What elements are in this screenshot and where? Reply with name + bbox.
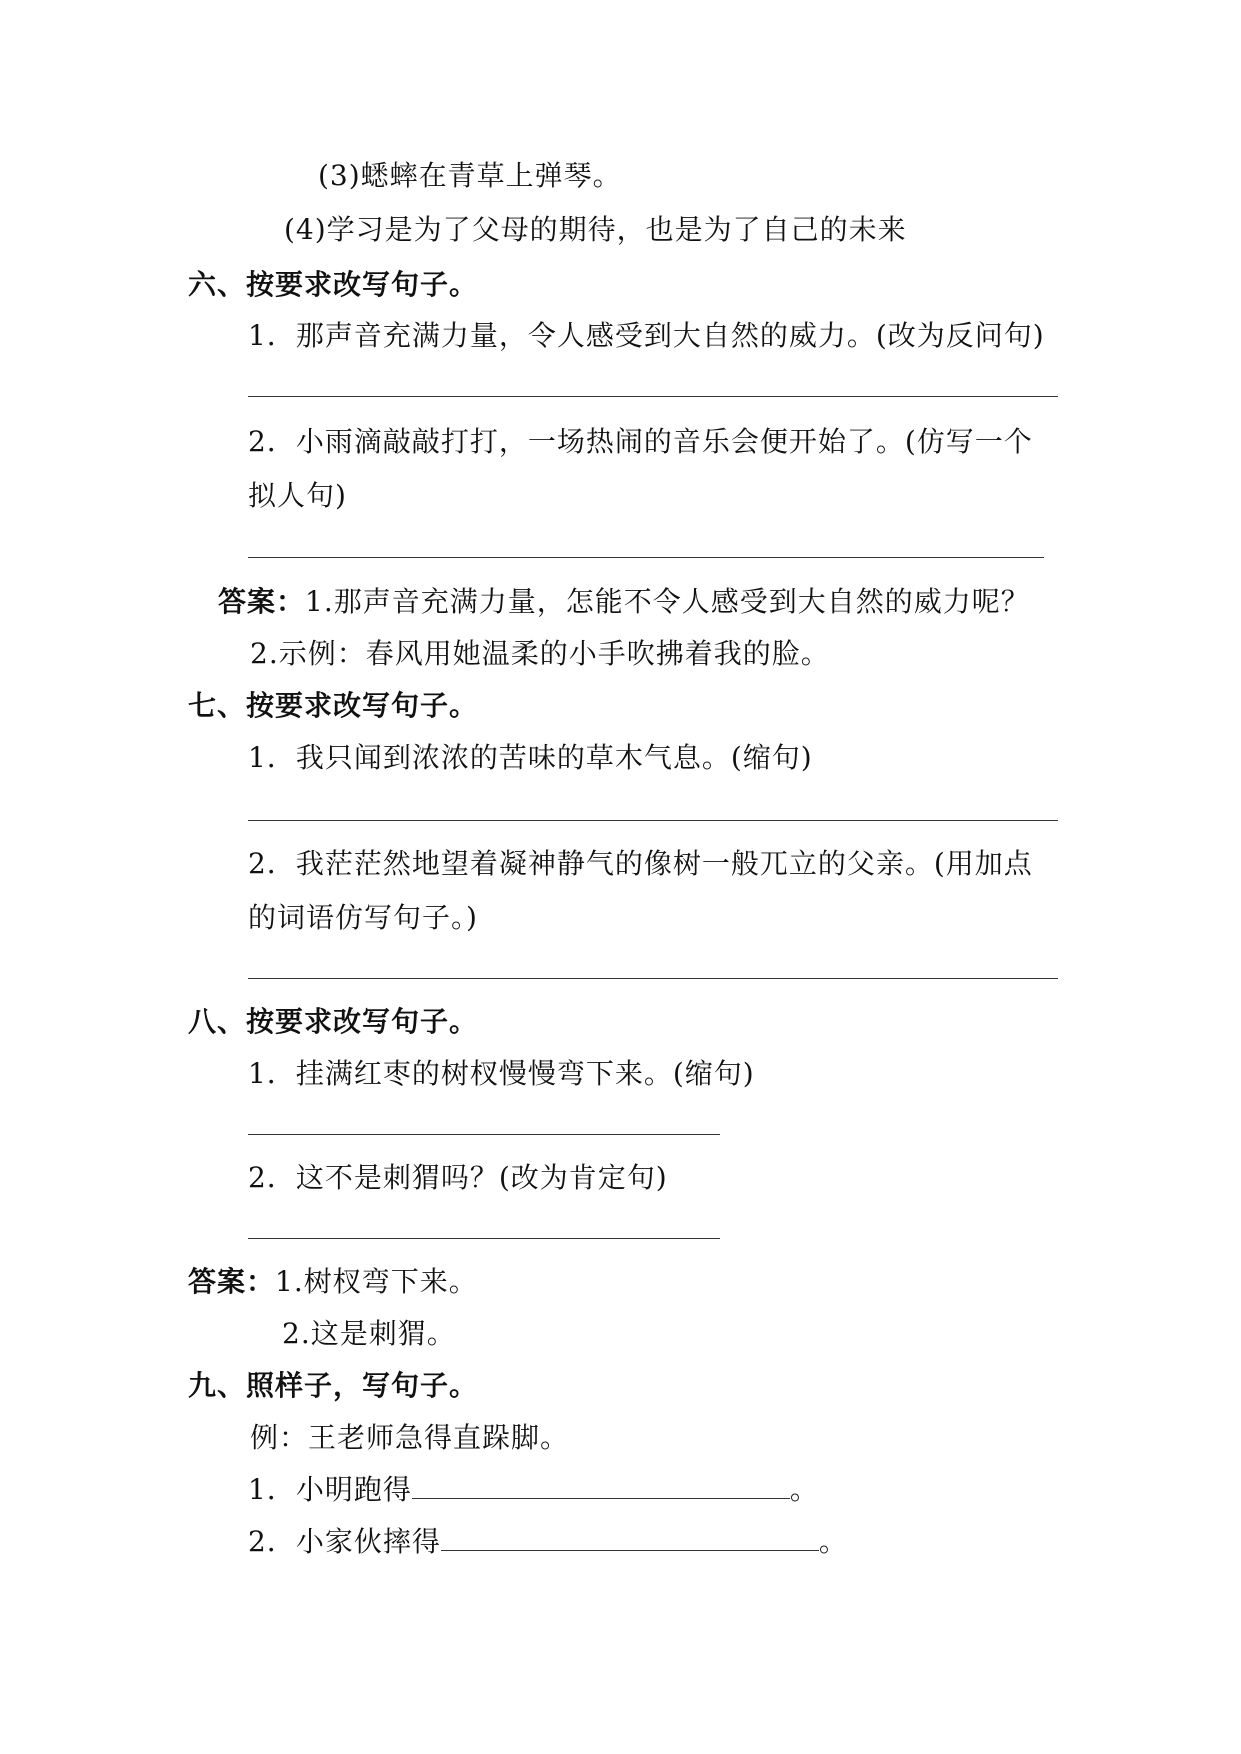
section9-question1 — [248, 1472, 819, 1508]
section8-answer1 — [188, 1264, 478, 1300]
section9-question2-prefix: 2．小家伙摔得 — [248, 1525, 441, 1558]
section8-answer1-text: 1.树杈弯下来。 — [275, 1265, 478, 1298]
section7-question2-line2: 的词语仿写句子。) — [248, 901, 478, 934]
section8-heading: 八、按要求改写句子。 — [188, 1005, 479, 1038]
section8-answer-line-2[interactable] — [248, 1238, 720, 1239]
section7-question1: 1．我只闻到浓浓的苦味的草木气息。(缩句) — [248, 741, 813, 774]
section6-answer-label: 答案： — [218, 585, 306, 618]
section9-heading: 九、照样子，写句子。 — [188, 1369, 479, 1402]
section6-question1: 1．那声音充满力量，令人感受到大自然的威力。(改为反问句) — [248, 319, 1045, 352]
section9-question1-blank[interactable] — [412, 1472, 790, 1499]
section9-question2-blank[interactable] — [441, 1524, 819, 1551]
section6-answer1-text: 1.那声音充满力量，怎能不令人感受到大自然的威力呢？ — [305, 585, 1030, 618]
section6-answer1 — [218, 584, 1030, 620]
section8-answer2: 2.这是刺猬。 — [282, 1317, 456, 1350]
section6-answer-line-2[interactable] — [248, 557, 1044, 558]
section6-question2-line2: 拟人句) — [248, 479, 347, 512]
section8-answer-label: 答案： — [188, 1265, 276, 1298]
section9-question2-suffix: 。 — [818, 1525, 848, 1558]
section7-heading: 七、按要求改写句子。 — [188, 689, 479, 722]
section8-question1: 1．挂满红枣的树杈慢慢弯下来。(缩句) — [248, 1057, 755, 1090]
section7-answer-line-2[interactable] — [248, 978, 1058, 979]
section9-question2 — [248, 1524, 848, 1560]
section6-question2-line1: 2．小雨滴敲敲打打，一场热闹的音乐会便开始了。(仿写一个 — [248, 425, 1033, 458]
section5-item3: (3)蟋蟀在青草上弹琴。 — [318, 159, 622, 192]
section9-question1-suffix: 。 — [789, 1473, 819, 1506]
section7-question2-line1: 2．我茫茫然地望着凝神静气的像树一般兀立的父亲。(用加点 — [248, 847, 1033, 880]
section6-answer-line-1[interactable] — [248, 396, 1058, 397]
section9-question1-prefix: 1．小明跑得 — [248, 1473, 412, 1506]
section6-answer2: 2.示例：春风用她温柔的小手吹拂着我的脸。 — [250, 637, 830, 670]
section8-answer-line-1[interactable] — [248, 1134, 720, 1135]
section6-heading: 六、按要求改写句子。 — [188, 268, 479, 301]
section9-example: 例：王老师急得直跺脚。 — [250, 1421, 570, 1454]
section5-item4: (4)学习是为了父母的期待，也是为了自己的未来 — [284, 213, 907, 246]
section8-question2: 2．这不是刺猬吗？(改为肯定句) — [248, 1161, 668, 1194]
section7-answer-line-1[interactable] — [248, 820, 1058, 821]
